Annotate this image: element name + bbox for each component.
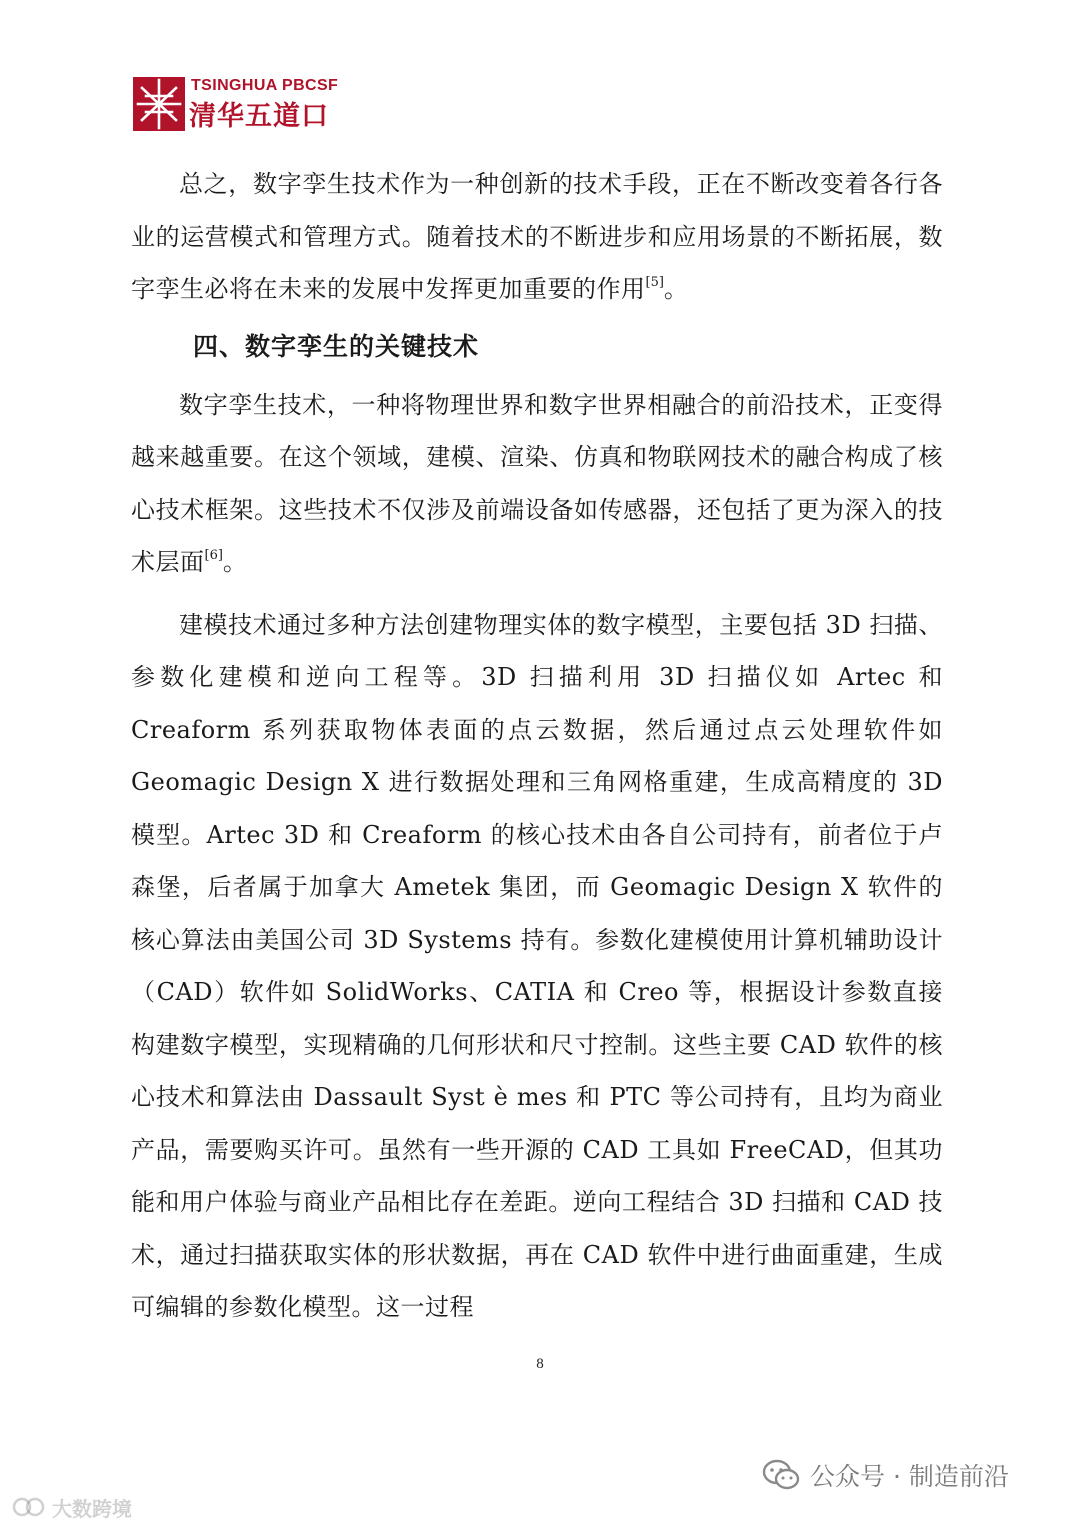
logo-chinese-name: 清华五道口 (189, 101, 329, 132)
paragraph-intro (131, 379, 943, 589)
pbcsf-emblem-icon (132, 76, 186, 132)
wechat-account-label: 公众号 · 制造前沿 (810, 1462, 1009, 1491)
paragraph-modeling: 建模技术通过多种方法创建物理实体的数字模型，主要包括 3D 扫描、参数化建模和逆向工程等。3D 扫描利用 3D 扫描仪如 Artec 和 Creaform 系列获取物体表面的点云数据，然后通过点云处理软件如 Geomagic Design X 进行数据处理和三角网格重建，生成高精度的 3D 模型。Artec 3D 和 Creaform 的核心技术由各自公司持有，前者位于卢森堡，后者属于加拿大 Ametek 集团，而 Geomagic Design X 软件的核心算法由美国公司 3D Systems 持有。参数化建模使用计算机辅助设计（CAD）软件如 SolidWorks、CATIA 和 Creo 等，根据设计参数直接构建数字模型，实现精确的几何形状和尺寸控制。这些主要 CAD 软件的核心技术和算法由 Dassault Syst è mes 和 PTC 等公司持有，且均为商业产品，需要购买许可。虽然有一些开源的 CAD 工具如 FreeCAD，但其功能和用户体验与商业产品相比存在差距。逆向工程结合 3D 扫描和 CAD 技术，通过扫描获取实体的形状数据，再在 CAD 软件中进行曲面重建，生成可编辑的参数化模型。这一过程 (131, 610, 943, 1321)
watermark-label: 大数跨境 (52, 1496, 132, 1521)
document-body (131, 158, 943, 1334)
section-heading: 四、数字孪生的关键技术 (193, 331, 480, 361)
page-number: 8 (536, 1356, 544, 1372)
wechat-watermark (762, 1455, 1009, 1495)
logo-english-name: TSINGHUA PBCSF (191, 77, 339, 94)
citation-6: [6] (204, 548, 223, 563)
paragraph-summary (131, 158, 943, 316)
sentence-end: 。 (222, 548, 248, 576)
watermark-logo-icon (12, 1495, 46, 1519)
paragraph-summary-text: 总之，数字孪生技术作为一种创新的技术手段，正在不断改变着各行各业的运营模式和管理方式。随着技术的不断进步和应用场景的不断拓展，数字孪生必将在未来的发展中发挥更加重要的作用 (131, 170, 943, 303)
paragraph-intro-text: 数字孪生技术，一种将物理世界和数字世界相融合的前沿技术，正变得越来越重要。在这个领域，建模、渲染、仿真和物联网技术的融合构成了核心技术框架。这些技术不仅涉及前端设备如传感器，还包括了更为深入的技术层面 (131, 390, 943, 576)
wechat-icon (762, 1459, 800, 1491)
citation-5: [5] (645, 275, 664, 290)
sentence-end: 。 (663, 275, 689, 303)
tsinghua-pbcsf-logo (132, 76, 362, 136)
corner-watermark (12, 1492, 132, 1522)
